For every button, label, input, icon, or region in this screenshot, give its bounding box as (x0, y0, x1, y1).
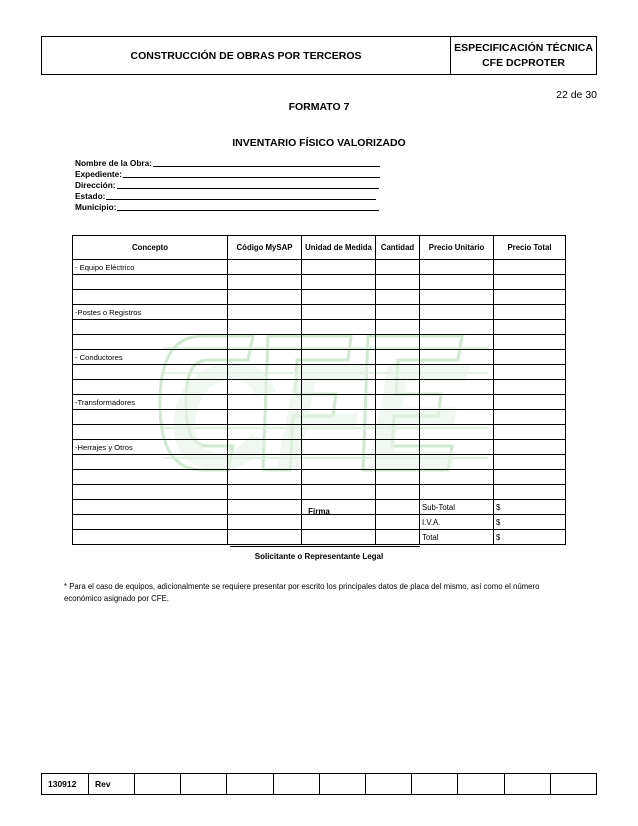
table-cell[interactable] (302, 350, 376, 365)
table-cell[interactable] (376, 290, 420, 305)
spec-reference (451, 37, 597, 75)
table-cell[interactable] (494, 470, 566, 485)
field-line[interactable] (117, 180, 379, 189)
table-cell (376, 515, 420, 530)
concepto-cell[interactable] (73, 425, 228, 440)
table-cell[interactable] (420, 305, 494, 320)
totals-label[interactable]: Sub-Total (420, 500, 494, 515)
firma-label: Firma (308, 507, 330, 516)
field-line[interactable] (153, 158, 380, 167)
table-cell[interactable] (302, 425, 376, 440)
field-label: Nombre de la Obra: (75, 158, 152, 168)
totals-value[interactable]: $ (494, 500, 566, 515)
table-cell[interactable] (228, 350, 302, 365)
field-label: Estado: (75, 191, 106, 201)
table-cell[interactable] (420, 425, 494, 440)
table-cell[interactable] (302, 320, 376, 335)
formato-title: FORMATO 7 (288, 101, 350, 113)
table-cell[interactable] (228, 320, 302, 335)
table-cell[interactable] (376, 335, 420, 350)
spec-line-2: CFE DCPROTER (482, 56, 565, 69)
table-row (73, 440, 566, 455)
concepto-cell[interactable] (73, 410, 228, 425)
table-cell[interactable] (494, 275, 566, 290)
table-cell[interactable] (494, 335, 566, 350)
table-cell[interactable] (494, 350, 566, 365)
table-cell[interactable] (494, 290, 566, 305)
table-cell[interactable] (494, 380, 566, 395)
table-cell[interactable] (228, 365, 302, 380)
table-cell[interactable] (420, 455, 494, 470)
table-row (73, 380, 566, 395)
table-cell[interactable] (228, 425, 302, 440)
field-row (75, 202, 380, 213)
table-row (73, 260, 566, 275)
concepto-cell[interactable] (73, 290, 228, 305)
inventory-table (72, 235, 566, 545)
document-title: CONSTRUCCIÓN DE OBRAS POR TERCEROS (42, 37, 451, 75)
table-cell[interactable] (376, 410, 420, 425)
project-fields (75, 158, 380, 213)
concepto-cell[interactable] (73, 335, 228, 350)
col-precio-total: Precio Total (494, 236, 566, 260)
col-concepto: Concepto (73, 236, 228, 260)
table-body (73, 260, 566, 545)
totals-row (73, 530, 566, 545)
table-cell[interactable] (376, 470, 420, 485)
table-row (73, 320, 566, 335)
footer-cell (227, 774, 273, 795)
field-line[interactable] (123, 169, 380, 178)
footer-cell (319, 774, 365, 795)
footer-cell (458, 774, 504, 795)
table-cell[interactable] (302, 290, 376, 305)
table-row (73, 485, 566, 500)
totals-row (73, 500, 566, 515)
concepto-cell[interactable] (73, 365, 228, 380)
concepto-cell[interactable] (73, 455, 228, 470)
table-cell[interactable] (228, 470, 302, 485)
table-cell[interactable] (494, 440, 566, 455)
concepto-cell[interactable] (73, 380, 228, 395)
table-cell[interactable] (376, 365, 420, 380)
table-cell[interactable] (420, 350, 494, 365)
table-cell[interactable] (302, 275, 376, 290)
table-cell[interactable] (494, 305, 566, 320)
table-cell[interactable] (494, 425, 566, 440)
footer-rev-label: Rev (89, 774, 135, 795)
table-row (73, 365, 566, 380)
table-row (73, 275, 566, 290)
table-cell[interactable] (420, 335, 494, 350)
footer-cell (550, 774, 596, 795)
concepto-cell[interactable]: -Transformadores (73, 395, 228, 410)
document-header (41, 36, 597, 75)
field-row (75, 169, 380, 180)
footer-cell (273, 774, 319, 795)
table-cell[interactable] (376, 440, 420, 455)
totals-row (73, 515, 566, 530)
concepto-cell[interactable]: -Postes o Registros (73, 305, 228, 320)
totals-label[interactable]: Total (420, 530, 494, 545)
footer-code: 130912 (42, 774, 89, 795)
table-cell[interactable] (302, 335, 376, 350)
table-cell[interactable] (420, 260, 494, 275)
field-line[interactable] (117, 202, 379, 211)
table-cell (228, 515, 302, 530)
table-cell[interactable] (302, 410, 376, 425)
signature-line[interactable] (230, 546, 420, 547)
table-row (73, 470, 566, 485)
table-cell[interactable] (376, 320, 420, 335)
field-label: Municipio: (75, 202, 117, 212)
table-cell[interactable] (494, 260, 566, 275)
table-cell (73, 500, 228, 515)
totals-label[interactable]: I.V.A. (420, 515, 494, 530)
table-cell[interactable] (302, 260, 376, 275)
watermark-text: CFE (166, 332, 466, 478)
table-cell[interactable] (302, 485, 376, 500)
table-cell[interactable] (420, 410, 494, 425)
table-cell[interactable] (376, 425, 420, 440)
footnote: * Para el caso de equipos, adicionalmente se requiere presentar por escrito los principales datos de placa del mismo, así como el número económico asignado por CFE. (64, 582, 540, 603)
inventory-title: INVENTARIO FÍSICO VALORIZADO (232, 137, 406, 149)
table-cell (302, 515, 376, 530)
table-cell (376, 530, 420, 545)
table-cell[interactable] (494, 365, 566, 380)
table-cell[interactable] (228, 410, 302, 425)
table-cell[interactable] (302, 365, 376, 380)
footer-cell (181, 774, 227, 795)
table-cell (73, 515, 228, 530)
table-cell[interactable] (420, 365, 494, 380)
concepto-cell[interactable]: - Conductores (73, 350, 228, 365)
table-cell (302, 530, 376, 545)
field-row (75, 180, 380, 191)
table-cell (302, 500, 376, 515)
table-cell[interactable] (302, 380, 376, 395)
table-cell[interactable] (494, 455, 566, 470)
table-cell[interactable] (228, 260, 302, 275)
table-cell[interactable] (376, 350, 420, 365)
table-cell[interactable] (376, 395, 420, 410)
table-cell (376, 500, 420, 515)
totals-value[interactable]: $ (494, 515, 566, 530)
table-cell[interactable] (302, 305, 376, 320)
table-cell[interactable] (302, 395, 376, 410)
table-cell[interactable] (228, 485, 302, 500)
table-cell[interactable] (494, 320, 566, 335)
table-cell[interactable] (302, 455, 376, 470)
table-cell[interactable] (494, 485, 566, 500)
signature-label: Solicitante o Representante Legal (254, 552, 384, 561)
document-footer (41, 773, 597, 795)
table-cell[interactable] (494, 410, 566, 425)
footer-cell (412, 774, 458, 795)
concepto-cell[interactable] (73, 320, 228, 335)
table-cell (228, 500, 302, 515)
table-row (73, 410, 566, 425)
col-cantidad: Cantidad (376, 236, 420, 260)
table-cell[interactable] (420, 395, 494, 410)
footer-cell (504, 774, 550, 795)
table-cell[interactable] (376, 305, 420, 320)
col-unidad-medida: Unidad de Medida (302, 236, 376, 260)
table-cell[interactable] (228, 275, 302, 290)
table-cell[interactable] (420, 440, 494, 455)
field-row (75, 158, 380, 169)
field-label: Expediente: (75, 169, 123, 179)
table-row (73, 455, 566, 470)
footer-cell (135, 774, 181, 795)
table-cell[interactable] (420, 320, 494, 335)
table-cell[interactable] (228, 305, 302, 320)
table-cell[interactable] (420, 380, 494, 395)
table-cell[interactable] (420, 470, 494, 485)
table-cell[interactable] (494, 395, 566, 410)
table-row (73, 305, 566, 320)
concepto-cell[interactable]: - Equipo Eléctrico (73, 260, 228, 275)
table-cell[interactable] (228, 380, 302, 395)
table-cell[interactable] (228, 440, 302, 455)
table-cell[interactable] (420, 275, 494, 290)
table-cell[interactable] (376, 485, 420, 500)
field-label: Dirección: (75, 180, 116, 190)
table-cell[interactable] (420, 290, 494, 305)
table-cell (73, 530, 228, 545)
table-row (73, 425, 566, 440)
table-cell[interactable] (228, 290, 302, 305)
page-number: 22 de 30 (556, 89, 597, 101)
field-row (75, 191, 380, 202)
field-line[interactable] (106, 191, 376, 200)
table-cell[interactable] (376, 260, 420, 275)
table-row (73, 350, 566, 365)
table-row (73, 335, 566, 350)
table-cell[interactable] (302, 470, 376, 485)
col-precio-unitario: Precio Unitario (420, 236, 494, 260)
table-cell[interactable] (420, 485, 494, 500)
concepto-cell[interactable] (73, 275, 228, 290)
table-cell[interactable] (376, 455, 420, 470)
concepto-cell[interactable] (73, 485, 228, 500)
footer-cell (365, 774, 411, 795)
table-cell[interactable] (228, 335, 302, 350)
table-cell[interactable] (376, 275, 420, 290)
concepto-cell[interactable] (73, 470, 228, 485)
totals-value[interactable]: $ (494, 530, 566, 545)
table-cell[interactable] (302, 440, 376, 455)
table-row (73, 395, 566, 410)
spec-line-1: ESPECIFICACIÓN TÉCNICA (454, 41, 593, 54)
table-cell[interactable] (228, 395, 302, 410)
table-row (73, 290, 566, 305)
table-cell[interactable] (228, 455, 302, 470)
table-cell[interactable] (376, 380, 420, 395)
table-cell (228, 530, 302, 545)
table-header-row (73, 236, 566, 260)
concepto-cell[interactable]: -Herrajes y Otros (73, 440, 228, 455)
col-codigo-mysap: Código MySAP (228, 236, 302, 260)
